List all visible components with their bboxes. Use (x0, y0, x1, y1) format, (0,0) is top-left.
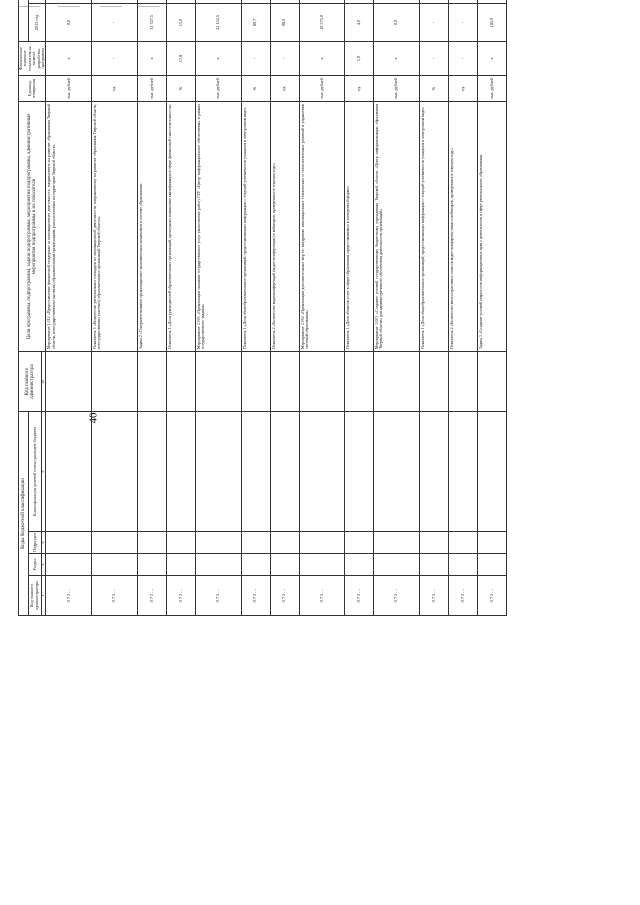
th-idx-b: 4 (41, 554, 46, 576)
th-section: Раздел (28, 554, 41, 576)
row-code: 0 7 5 … (195, 576, 241, 616)
row-text: Мероприятие 2.001 «Организация оказания государственных услуг (выполнение работ) ГБУ «Центр информационного обеспечения» в рамках государственного задания» (195, 101, 241, 351)
row-code: 0 7 5 … (374, 576, 420, 616)
row-base: x (374, 41, 420, 75)
row-code: 0 7 5 … (166, 576, 195, 616)
row-text: Мероприятие 2.003 «Создание условий государственному бюджетному учреждению Тверской области «Центр информатизации образования Тверской области» для административного обеспечения деятельности организаций» (374, 101, 420, 351)
row-base: 1,0 (345, 41, 374, 75)
table-row (195, 0, 241, 616)
row-text: Показатель 1 «Доля общеобразовательных организаций, предоставляющих информацию о текущей успеваемости учащихся в электронном виде» (241, 101, 270, 351)
row-v2016 (166, 0, 195, 3)
row-base: x (477, 41, 506, 75)
table-row (345, 0, 374, 616)
row-code: 0 7 5 … (46, 576, 92, 616)
th-admin-code: Код главного администратора (19, 351, 42, 411)
table-row (419, 0, 448, 616)
row-base: - (448, 41, 477, 75)
th-idx-c: 6 (41, 532, 46, 554)
row-unit: ед. (345, 75, 374, 101)
row-v2016 (345, 0, 374, 3)
row-unit: ед. (92, 75, 138, 101)
row-code: 0 7 5 … (448, 576, 477, 616)
row-code: 0 7 5 … (345, 576, 374, 616)
row-unit: ед. (270, 75, 299, 101)
th-code: Код главного администратора (28, 576, 41, 616)
row-base: x (137, 41, 166, 75)
th-subsection: Подраздел (28, 532, 41, 554)
header-row-1 (19, 0, 29, 616)
row-base: 17,8 (166, 41, 195, 75)
th-years-group (19, 0, 29, 41)
row-v2015: 185,0 (477, 3, 506, 41)
row-text: Мероприятие 2.002 «Организация дополнительных мер по внедрению инновационных технических и технологических решений в управлении системой образования» (299, 101, 345, 351)
row-unit: тыс. рублей (195, 75, 241, 101)
page-number: 40 (87, 412, 100, 424)
row-unit: тыс. рублей (46, 75, 92, 101)
row-code: 0 7 5 … (419, 576, 448, 616)
table-row (299, 0, 345, 616)
row-v2016 (46, 0, 92, 3)
row-v2015: 0,0 (46, 3, 92, 41)
th-unit: Единица измерения (19, 75, 46, 101)
th-idx-e: 18 (41, 351, 46, 411)
table-row (166, 0, 195, 616)
row-v2016 (195, 0, 241, 3)
table-row (270, 0, 299, 616)
row-unit: % (419, 75, 448, 101)
th-idx-a: 1 (41, 576, 46, 616)
row-base: - (419, 41, 448, 75)
row-code: 0 7 5 … (270, 576, 299, 616)
row-v2016 (241, 0, 270, 3)
row-v2016 (270, 0, 299, 3)
row-unit: тыс. рублей (137, 75, 166, 101)
row-code: 0 7 5 … (137, 576, 166, 616)
th-goals: Цели программы, подпрограммы, задачи подпрограммы, мероприятия подпрограммы, административные мероприятия подпрограммы и их показатели (19, 101, 46, 351)
table-row (448, 0, 477, 616)
row-v2016 (92, 0, 138, 3)
program-indicators-table (18, 0, 507, 616)
row-text: Задача 3 «Создание условий открытости информационных прав о деятельности в сфере регионального образования» (477, 101, 506, 351)
th-target: Классификация целевой статьи расходов бюджета (28, 411, 41, 531)
row-text: Показатель 2 «Количество видеоконференций (видео-конференции) и вебинаров, проведенных в текущем году» (270, 101, 299, 351)
row-unit: тыс. рублей (374, 75, 420, 101)
th-classification: Коды бюджетной классификации (19, 411, 29, 615)
row-code: 0 7 5 … (241, 576, 270, 616)
row-v2016 (137, 0, 166, 3)
row-text: Задача 2 «Совершенствование организационно-экономических механизмов в системе образования» (137, 101, 166, 351)
row-code: 0 7 5 … (477, 576, 506, 616)
row-text: Показатель 2 «Количество многоотраслевых сеансов видео-конференц-связи и вебинаров, проведенных в текущем году» (448, 101, 477, 351)
th-idx-d: 8 (41, 411, 46, 531)
th-y2016 (28, 0, 46, 3)
table-row (137, 0, 166, 616)
th-base-year: Фактическое значение показателя на момент разработки программы (19, 41, 46, 75)
row-unit: ед. (448, 75, 477, 101)
row-v2015: - (448, 3, 477, 41)
row-unit: % (166, 75, 195, 101)
table-row (92, 0, 138, 616)
row-v2016 (299, 0, 345, 3)
row-base: - (92, 41, 138, 75)
row-code: 0 7 5 … (92, 576, 138, 616)
row-base: - (241, 41, 270, 75)
table-row (477, 0, 506, 616)
row-text: Показатель 1 «Количество региональных площадок по инновационной деятельности, направленному на развитие образования Тверской области, негосударственных (частных) образовательных организаций Тверской области» (92, 101, 138, 351)
row-base: x (46, 41, 92, 75)
row-v2015: 21 152,5 (195, 3, 241, 41)
row-v2015: - (419, 3, 448, 41)
row-base: - (270, 41, 299, 75)
row-base: x (195, 41, 241, 75)
row-code: 0 7 5 … (299, 576, 345, 616)
row-v2016 (419, 0, 448, 3)
row-v2015: 4,0 (345, 3, 374, 41)
row-v2015: - (92, 3, 138, 41)
row-unit: тыс. рублей (299, 75, 345, 101)
row-v2015: 15,0 (166, 3, 195, 41)
row-v2015: 10 575,0 (299, 3, 345, 41)
row-text: Показатель 1 «Доля объектов услуг в сфере образования, предоставляемых в электронной форме» (345, 101, 374, 351)
table-row (46, 0, 92, 616)
row-unit: тыс. рублей (477, 75, 506, 101)
row-text: Показатель 1 «Доля руководителей образовательных организаций, прошедших повышение квалификации в сфере финансовой самостоятельности» (166, 101, 195, 351)
row-v2015: 98,0 (270, 3, 299, 41)
row-v2016 (374, 0, 420, 3)
row-text: Мероприятие 1.012 «Предоставление финансовой поддержки за инновационную деятельность, направленную на развитие образования Тверской области, негосударственным (частным) образовательным организациям, расположенным на территории Тверской области» (46, 101, 92, 351)
row-v2015: 0,0 (374, 3, 420, 41)
th-y2015: 2015 год (28, 3, 46, 41)
row-v2015: 89,7 (241, 3, 270, 41)
row-unit: % (241, 75, 270, 101)
table-row (374, 0, 420, 616)
row-base: x (299, 41, 345, 75)
row-text: Показатель 1 «Доля общеобразовательных организаций, предоставляющих информацию о текущей успеваемости учащихся в электронном виде» (419, 101, 448, 351)
row-v2016 (448, 0, 477, 3)
row-v2015: 31 727,5 (137, 3, 166, 41)
row-v2016 (477, 0, 506, 3)
rotated-table-sheet (18, 0, 504, 616)
table-row (241, 0, 270, 616)
